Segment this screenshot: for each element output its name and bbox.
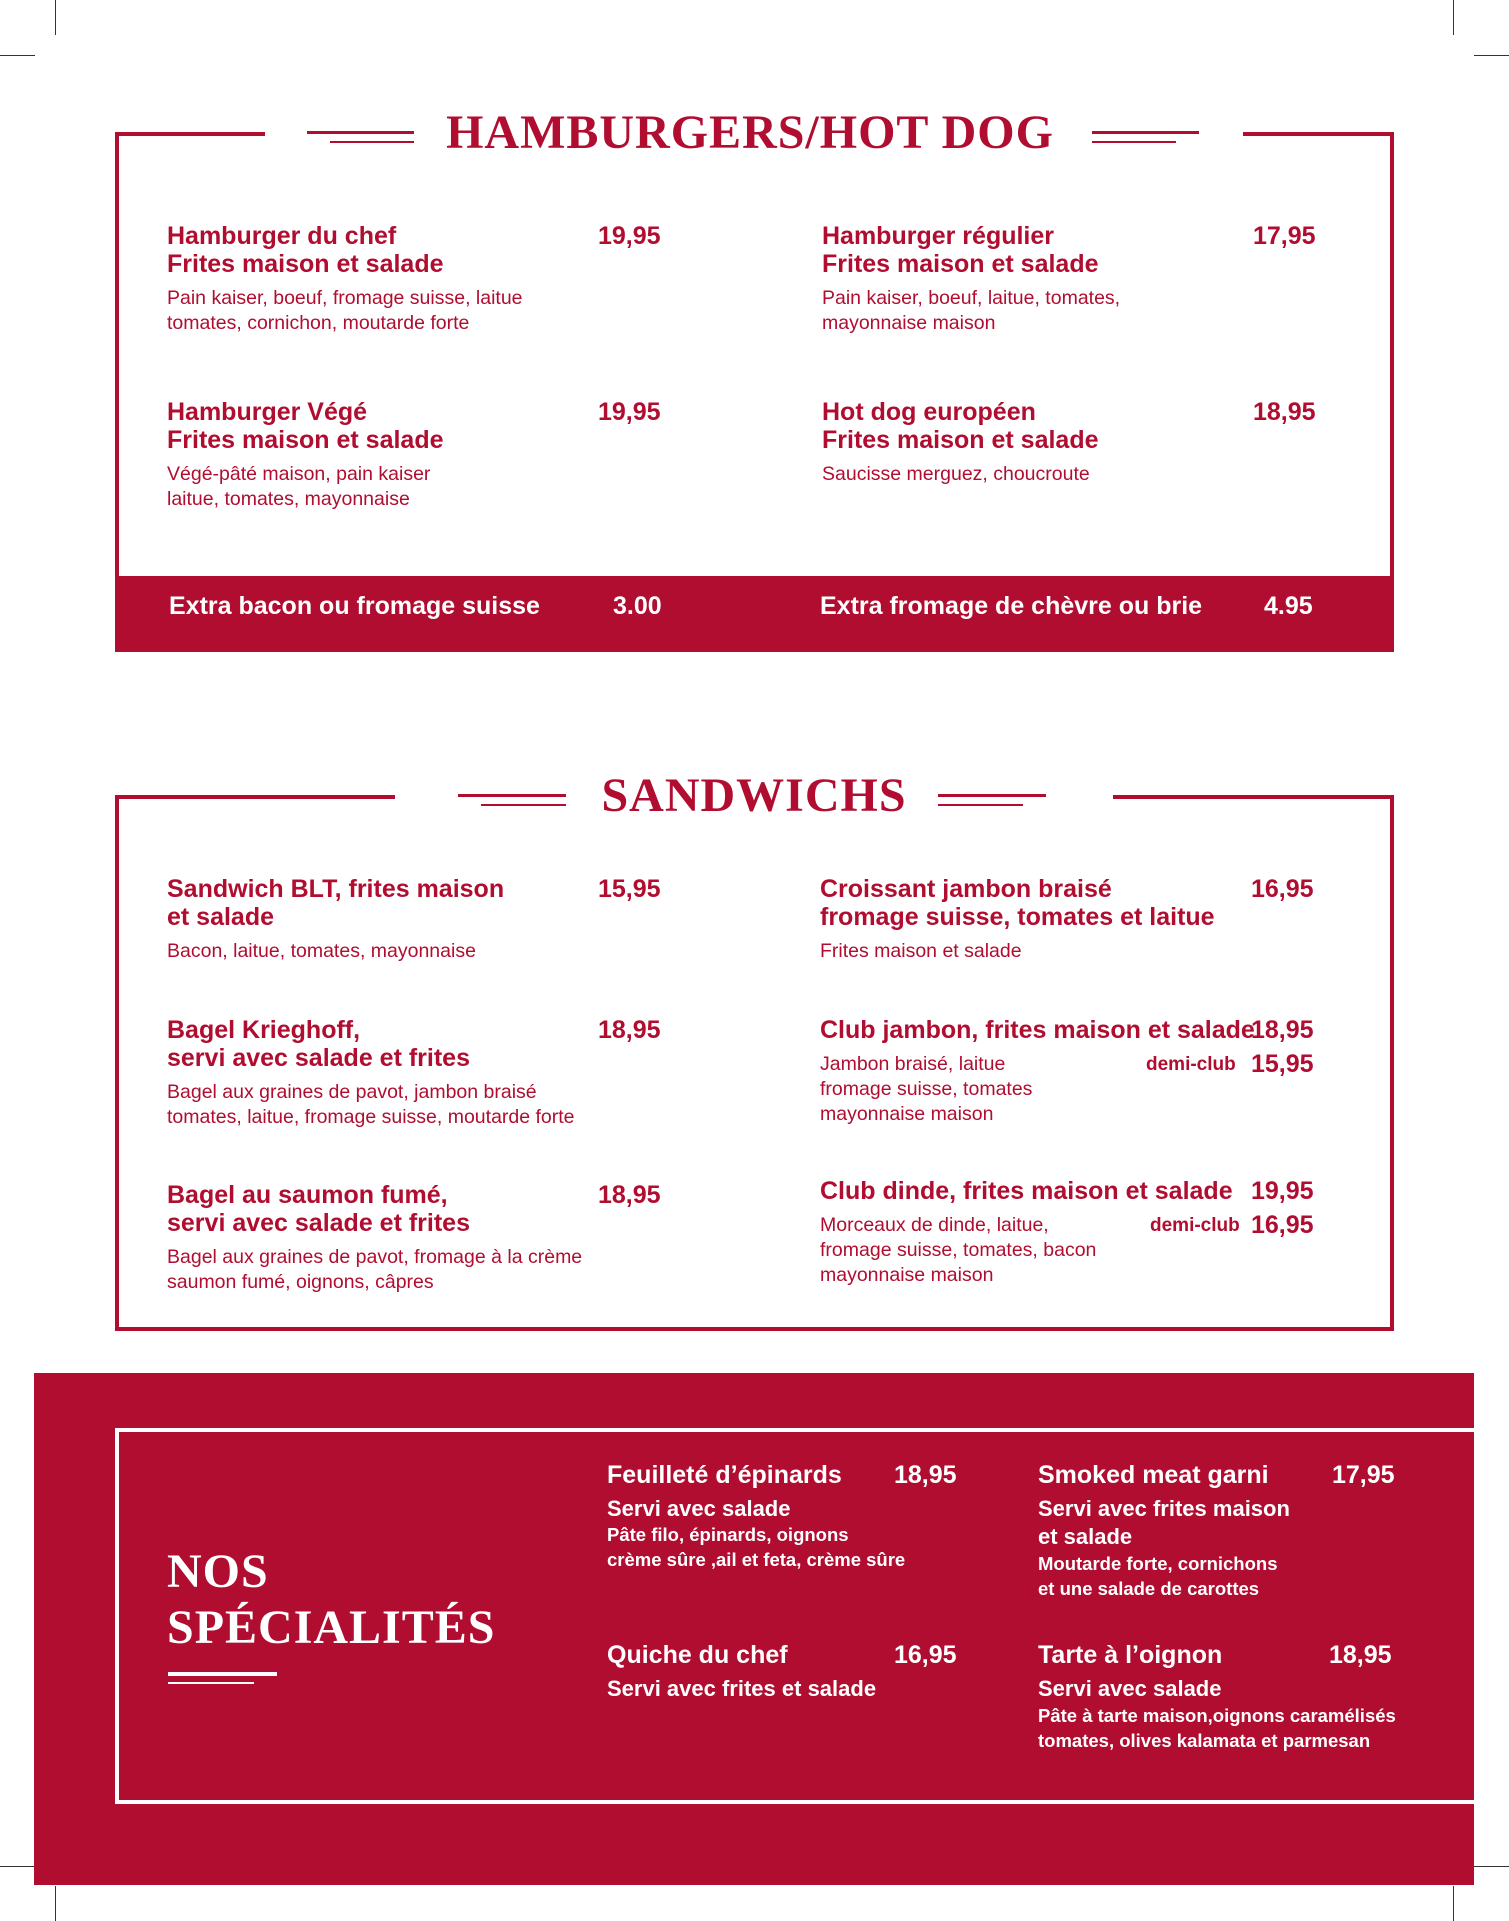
title-ornament-right — [1092, 141, 1176, 143]
item-name: Hot dog européen — [822, 398, 1036, 426]
item-description: tomates, olives kalamata et parmesan — [1038, 1730, 1371, 1751]
item-description: mayonnaise maison — [820, 1103, 994, 1125]
item-subtitle: Servi avec frites maison — [1038, 1496, 1290, 1521]
item-subtitle: Servi avec salade — [607, 1496, 791, 1521]
item-name: Smoked meat garni — [1038, 1461, 1269, 1489]
item-price: 18,95 — [1253, 398, 1316, 426]
extra-price: 3.00 — [613, 592, 662, 620]
title-ornament-left — [330, 141, 414, 143]
item-price: 18,95 — [894, 1461, 957, 1489]
crop-mark — [55, 0, 56, 35]
item-subtitle: Servi avec frites et salade — [607, 1676, 877, 1701]
item-subtitle: fromage suisse, tomates et laitue — [820, 903, 1215, 931]
item-name: Club jambon, frites maison et salade — [820, 1016, 1255, 1044]
crop-mark — [1474, 1866, 1509, 1867]
item-description: laitue, tomates, mayonnaise — [167, 488, 410, 510]
item-description: Saucisse merguez, choucroute — [822, 463, 1090, 485]
item-name: Bagel Krieghoff, — [167, 1016, 361, 1044]
item-description: Pain kaiser, boeuf, laitue, tomates, — [822, 287, 1121, 309]
item-description: mayonnaise maison — [822, 312, 996, 334]
item-description: mayonnaise maison — [820, 1264, 994, 1286]
item-price: 19,95 — [598, 398, 661, 426]
section-title: SANDWICHS — [601, 769, 907, 822]
title-ornament-left — [458, 794, 566, 797]
crop-mark — [0, 55, 35, 56]
item-description: Pain kaiser, boeuf, fromage suisse, laitue — [167, 287, 523, 309]
item-price: 17,95 — [1253, 222, 1316, 250]
item-description: Pâte à tarte maison,oignons caramélisés — [1038, 1705, 1396, 1726]
title-ornament-right — [938, 804, 1023, 806]
item-subtitle: Frites maison et salade — [822, 426, 1099, 454]
item-price: 17,95 — [1332, 1461, 1395, 1489]
crop-mark — [0, 1866, 35, 1867]
item-description: tomates, cornichon, moutarde forte — [167, 312, 470, 334]
item-description: saumon fumé, oignons, câpres — [167, 1271, 434, 1293]
section-title: NOS SPÉCIALITÉS — [167, 1545, 496, 1654]
crop-mark — [1453, 1886, 1454, 1921]
item-name: Tarte à l’oignon — [1038, 1641, 1223, 1669]
extra-label: Extra bacon ou fromage suisse — [169, 592, 540, 620]
item-subtitle: Servi avec salade — [1038, 1676, 1222, 1701]
item-price: 18,95 — [598, 1016, 661, 1044]
item-name: Bagel au saumon fumé, — [167, 1181, 448, 1209]
item-name: Feuilleté d’épinards — [607, 1461, 842, 1489]
burgers-frame — [115, 132, 1394, 652]
item-price: 19,95 — [1251, 1177, 1314, 1205]
extra-label: Extra fromage de chèvre ou brie — [820, 592, 1203, 620]
item-price: 18,95 — [598, 1181, 661, 1209]
item-price: 18,95 — [1329, 1641, 1392, 1669]
item-description: Pâte filo, épinards, oignons — [607, 1524, 849, 1545]
item-subtitle: Frites maison et salade — [167, 250, 444, 278]
crop-mark — [1453, 0, 1454, 35]
item-subtitle: Frites maison et salade — [167, 426, 444, 454]
item-description: Bacon, laitue, tomates, mayonnaise — [167, 940, 476, 962]
item-price: 15,95 — [598, 875, 661, 903]
title-ornament-right — [938, 794, 1046, 797]
demi-club-label: demi-club — [1146, 1054, 1236, 1075]
item-description: Bagel aux graines de pavot, jambon braisé — [167, 1081, 537, 1103]
crop-mark — [55, 1886, 56, 1921]
item-name: Quiche du chef — [607, 1641, 788, 1669]
item-description: et une salade de carottes — [1038, 1578, 1260, 1599]
item-name: Hamburger régulier — [822, 222, 1055, 250]
item-subtitle: Frites maison et salade — [822, 250, 1099, 278]
title-ornament-left — [307, 131, 414, 134]
item-subtitle: servi avec salade et frites — [167, 1044, 470, 1072]
item-name: Hamburger du chef — [167, 222, 397, 250]
demi-club-price: 15,95 — [1251, 1050, 1314, 1078]
item-description: Frites maison et salade — [820, 940, 1022, 962]
item-name: Hamburger Végé — [167, 398, 368, 426]
item-subtitle: et salade — [167, 903, 275, 931]
item-description: crème sûre ,ail et feta, crème sûre — [607, 1549, 906, 1570]
item-description: fromage suisse, tomates — [820, 1078, 1033, 1100]
section-title: HAMBURGERS/HOT DOG — [446, 106, 1054, 159]
item-price: 18,95 — [1251, 1016, 1314, 1044]
item-subtitle: et salade — [1038, 1524, 1133, 1549]
title-ornament — [168, 1672, 277, 1676]
item-description: Végé-pâté maison, pain kaiser — [167, 463, 431, 485]
item-price: 19,95 — [598, 222, 661, 250]
demi-club-label: demi-club — [1150, 1215, 1240, 1236]
item-name: Sandwich BLT, frites maison — [167, 875, 505, 903]
item-description: fromage suisse, tomates, bacon — [820, 1239, 1097, 1261]
item-description: Morceaux de dinde, laitue, — [820, 1214, 1049, 1236]
item-name: Croissant jambon braisé — [820, 875, 1112, 903]
crop-mark — [1474, 55, 1509, 56]
extra-price: 4.95 — [1264, 592, 1313, 620]
item-name: Club dinde, frites maison et salade — [820, 1177, 1233, 1205]
title-ornament-left — [481, 804, 566, 806]
item-subtitle: servi avec salade et frites — [167, 1209, 470, 1237]
item-description: tomates, laitue, fromage suisse, moutarde forte — [167, 1106, 575, 1128]
title-ornament — [168, 1682, 254, 1684]
title-ornament-right — [1092, 131, 1199, 134]
item-description: Bagel aux graines de pavot, fromage à la crème — [167, 1246, 583, 1268]
item-price: 16,95 — [1251, 875, 1314, 903]
demi-club-price: 16,95 — [1251, 1211, 1314, 1239]
item-price: 16,95 — [894, 1641, 957, 1669]
item-description: Jambon braisé, laitue — [820, 1053, 1006, 1075]
item-description: Moutarde forte, cornichons — [1038, 1553, 1278, 1574]
